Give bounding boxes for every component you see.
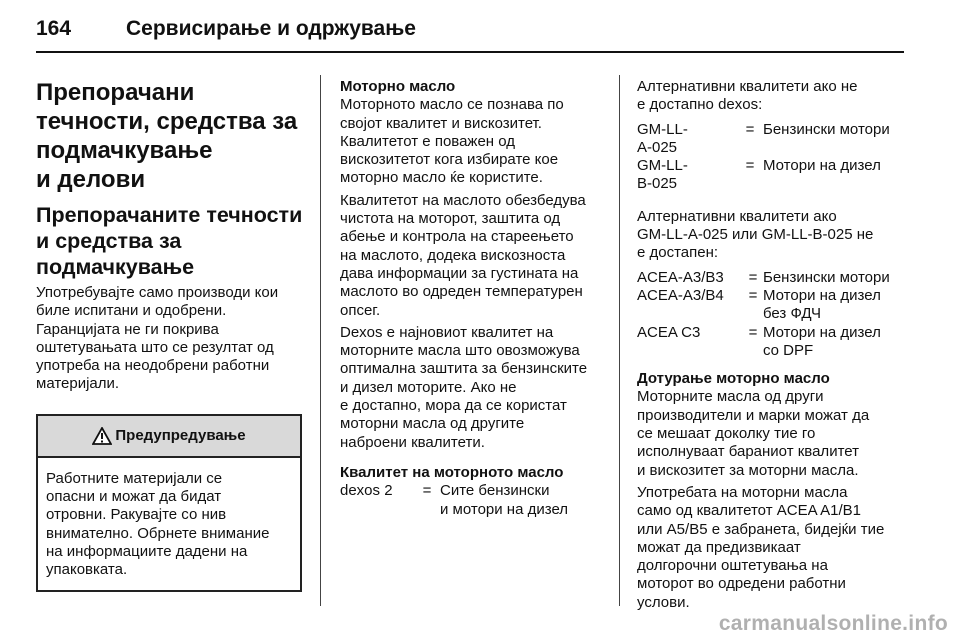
text-line: Алтернативни квалитети ако не xyxy=(637,78,858,95)
table-code: ACEA-A3/B3 xyxy=(637,268,724,286)
column-divider-1 xyxy=(320,75,321,606)
text-line: упаковката. xyxy=(46,561,128,579)
warning-box xyxy=(36,414,302,592)
engine-oil-heading: Моторно масло xyxy=(340,78,456,95)
text-line: отровни. Ракувајте со нив xyxy=(46,506,227,524)
text-line: производители и марки можат да xyxy=(637,406,870,424)
text-line: моторно масло ќе користите. xyxy=(340,169,543,187)
table-equals: = xyxy=(745,157,755,175)
table-code xyxy=(637,121,737,158)
text-line: абење и контрола на стареењето xyxy=(340,228,574,246)
text-line: Мотори на дизел xyxy=(763,286,881,304)
alternative-quality-table-2 xyxy=(637,269,907,360)
paragraph xyxy=(340,324,605,452)
intro-paragraph xyxy=(36,284,306,394)
text-line: Употребата на моторни масла xyxy=(637,483,848,501)
text-line: е достапен: xyxy=(637,244,719,262)
subsection-title-line: и средства за xyxy=(36,229,182,253)
text-line: Моторните масла од други xyxy=(637,388,824,406)
section-title-line: и делови xyxy=(36,166,146,193)
text-line: долгорочни оштетувања на xyxy=(637,557,828,575)
column-3 xyxy=(637,78,907,616)
warning-triangle-icon xyxy=(92,427,112,445)
page-header xyxy=(36,12,416,46)
table-desc xyxy=(763,287,907,324)
text-line: A-025 xyxy=(637,138,678,156)
table-equals: = xyxy=(422,482,432,500)
section-title xyxy=(36,78,306,194)
text-line: само од квалитетот ACEA A1/B1 xyxy=(637,502,861,520)
text-line: маслото во одреден температурен xyxy=(340,283,583,301)
text-line: материјали. xyxy=(36,375,120,393)
text-line: Dexos е најновиот квалитет на xyxy=(340,323,554,341)
table-equals: = xyxy=(748,286,758,304)
table-desc: Мотори на дизел xyxy=(763,157,881,175)
running-title: Сервисирање и одржување xyxy=(126,17,416,40)
table-code: ACEA-A3/B4 xyxy=(637,286,724,304)
warning-header xyxy=(38,416,300,458)
text-line: Работните материјали се xyxy=(46,469,223,487)
subsection-title-line: подмачкување xyxy=(36,255,195,279)
text-line: на маслото, додека вискозноста xyxy=(340,246,566,264)
table-desc: Бензински мотори xyxy=(763,120,890,138)
paragraph xyxy=(637,208,907,263)
text-line: се мешаат доколку тие го xyxy=(637,425,816,443)
table-equals: = xyxy=(745,120,755,138)
text-line: дава информации за густината на xyxy=(340,264,579,282)
text-line: GM-LL-A-025 или GM-LL-B-025 не xyxy=(637,226,874,244)
table-code: ACEA C3 xyxy=(637,323,701,341)
text-line: моторни масла од другите xyxy=(340,415,525,433)
text-line: употреба на неодобрени работни xyxy=(36,357,270,375)
warning-body xyxy=(38,458,300,590)
paragraph xyxy=(340,96,605,187)
table-desc xyxy=(440,482,605,519)
text-line: опсег. xyxy=(340,301,381,319)
watermark: carmanualsonline.info xyxy=(718,612,948,635)
text-line: својот квалитет и вискозитет. xyxy=(340,114,542,132)
paragraph xyxy=(637,484,907,612)
section-title-line: течности, средства за xyxy=(36,108,298,135)
section-title-line: Препорачани xyxy=(36,79,195,106)
subsection-title xyxy=(36,202,306,280)
text-line: биле испитани и одобрени. xyxy=(36,302,227,320)
text-line: исполнуваат бараниот квалитет xyxy=(637,443,859,461)
text-line: со DPF xyxy=(763,341,814,359)
text-line: B-025 xyxy=(637,175,678,193)
text-line: Квалитетот е поважен од xyxy=(340,132,516,150)
table-code xyxy=(637,157,737,194)
text-line: без ФДЧ xyxy=(763,305,822,323)
text-line: оштетувањата што се резултат од xyxy=(36,338,274,356)
column-2 xyxy=(340,78,605,525)
text-line: моторните масла што овозможува xyxy=(340,342,580,360)
text-line: услови. xyxy=(637,593,690,611)
text-line: опасни и можат да бидат xyxy=(46,488,222,506)
oil-quality-table xyxy=(340,482,605,519)
page-number: 164 xyxy=(36,17,72,40)
section-title-line: подмачкување xyxy=(36,137,213,164)
text-line: GM-LL- xyxy=(637,120,688,138)
table-equals: = xyxy=(748,323,758,341)
text-line: Мотори на дизел xyxy=(763,323,881,341)
text-line: Сите бензински xyxy=(440,482,550,500)
subsection-title-line: Препорачаните течности xyxy=(36,203,303,227)
text-line: или A5/B5 е забранета, бидејќи тие xyxy=(637,520,885,538)
text-line: Моторното масло се познава по xyxy=(340,96,564,114)
text-line: Гаранцијата не ги покрива xyxy=(36,320,219,338)
text-line: Алтернативни квалитети ако xyxy=(637,207,837,225)
text-line: Квалитетот на маслото обезбедува xyxy=(340,191,586,209)
text-line: Бензински мотори xyxy=(763,268,890,286)
table-desc xyxy=(763,324,907,361)
text-line: е достапно dexos: xyxy=(637,96,763,114)
table-code: dexos 2 xyxy=(340,482,393,500)
warning-title: Предупредување xyxy=(115,426,246,444)
oil-topup-subheading: Дотурање моторно масло xyxy=(637,370,830,388)
alternative-quality-table-1 xyxy=(637,121,907,194)
oil-quality-subheading: Квалитет на моторното масло xyxy=(340,463,564,481)
text-line: GM-LL- xyxy=(637,157,688,175)
paragraph xyxy=(637,78,907,115)
text-line: Употребувајте само производи кои xyxy=(36,284,279,301)
text-line: можат да предизвикаат xyxy=(637,538,801,556)
table-equals: = xyxy=(748,268,758,286)
text-line: наброени квалитети. xyxy=(340,433,485,451)
text-line: чистота на моторот, заштита од xyxy=(340,210,561,228)
column-1 xyxy=(36,78,306,592)
text-line: и вискозитет за моторни масла. xyxy=(637,461,859,479)
text-line: вискозитетот кога избирате кое xyxy=(340,151,559,169)
text-line: е достапно, мора да се користат xyxy=(340,397,567,415)
paragraph xyxy=(637,388,907,479)
text-line: на информациите дадени на xyxy=(46,542,248,560)
header-rule xyxy=(36,51,904,53)
column-divider-2 xyxy=(619,75,620,606)
text-line: и дизел моторите. Ако не xyxy=(340,378,517,396)
text-line: оптимална заштита за бензинските xyxy=(340,360,588,378)
text-line: внимателно. Обрнете внимание xyxy=(46,524,270,542)
text-line: и мотори на дизел xyxy=(440,500,569,518)
table-desc xyxy=(763,269,907,287)
paragraph xyxy=(340,192,605,320)
text-line: моторот во одредени работни xyxy=(637,575,846,593)
